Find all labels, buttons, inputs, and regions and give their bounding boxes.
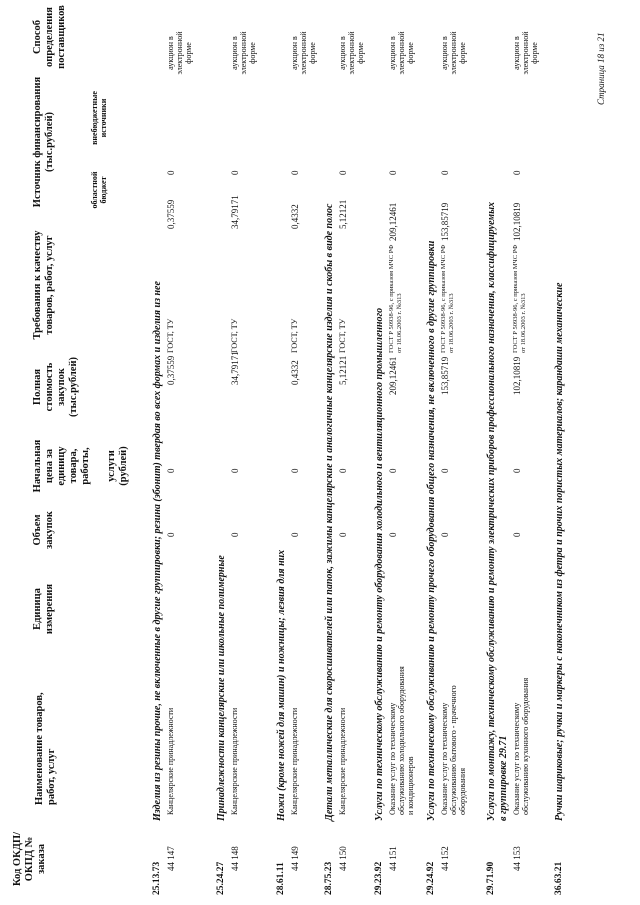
funding-extra: 0 [290,170,300,175]
requirements: ГОСТ Р 50938-96, с приказом МЧС РФ от 18.06.2003 г. №313 [388,244,403,353]
procurement-method: аукцион в электронной форме [290,31,318,75]
header-name: Наименование товаров, работ, услуг [34,692,58,805]
order-number: 44 153 [512,846,522,871]
procurement-method: аукцион в электронной форме [440,31,468,75]
volume: 0 [388,532,398,537]
unit-price: 0 [338,468,348,473]
group-title: Ножи (кроме ножей для машин) и ножницы; лезвия для них [276,549,287,821]
volume: 0 [440,532,450,537]
group-title: Услуги по техническому обслуживанию и ремонту оборудования холодильного и вентиляционного промышленного [374,307,385,821]
requirements: ГОСТ Р 50938-96, с приказом МЧС РФ от 18.06.2003 г. №313 [440,244,455,353]
header-unit: Единица измерения [32,583,56,635]
header-code: Код ОКДП/ ОКПД № заказа [12,831,48,887]
procurement-method: аукцион в электронной форме [338,31,366,75]
header-funding-regional: областной бюджет [90,171,109,209]
funding-extra: 0 [512,170,522,175]
group-code: 28.75.23 [324,861,334,895]
volume: 0 [230,532,240,537]
funding-extra: 0 [388,170,398,175]
procurement-method: аукцион в электронной форме [166,31,194,75]
unit-price: 0 [512,468,522,473]
funding-extra: 0 [230,170,240,175]
requirements: ГОСТ Р 50938-96, с приказом МЧС РФ от 18.06.2003 г. №313 [512,244,527,353]
funding-regional: 0,4332 [290,204,300,229]
funding-regional: 209,12461 [388,202,398,241]
group-code: 36.63.21 [554,861,564,895]
header-funding: Источник финансирования (тыс.рублей) [32,76,56,208]
total-cost: 102,10819 [512,356,522,395]
group-title: Принадлежности канцелярские или школьные полимерные [216,555,227,821]
procurement-method: аукцион в электронной форме [512,31,540,75]
group-code: 25.13.73 [152,861,162,895]
order-number: 44 151 [388,846,398,871]
requirements: ГОСТ, ТУ [230,318,239,353]
item-name: Оказание услуг по техническому обслуживанию бытового - прачечного оборудования [440,685,468,815]
total-cost: 34,79171 [230,351,240,385]
header-start-price: Начальная цена за единицу товара, работы, [32,439,92,493]
order-number: 44 149 [290,846,300,871]
total-cost: 153,85719 [440,356,450,395]
header-volume: Объем закупок [32,511,56,549]
item-name: Канцелярские принадлежности [290,707,299,815]
group-title: Услуги по монтажу, техническому обслуживанию и ремонту электрических приборов профессионального назначения, классифицируемых [486,201,497,821]
item-name: Оказание услуг по техническому обслуживанию холодильного оборудования и кондиционеров [388,666,416,815]
unit-price: 0 [440,468,450,473]
funding-extra: 0 [440,170,450,175]
header-start-price-unit: услуги (рублей) [106,446,130,486]
funding-extra: 0 [338,170,348,175]
group-title: Услуги по техническому обслуживанию и ремонту прочего оборудования общего назначения, не включенного в другие группировки [426,240,437,821]
item-name: Оказание услуг по техническому обслуживанию кухонного оборудования [512,677,531,815]
group-code: 25.24.27 [216,861,226,895]
requirements: ГОСТ, ТУ [166,318,175,353]
procurement-method: аукцион в электронной форме [388,31,416,75]
total-cost: 209,12461 [388,356,398,395]
group-code: 29.71.90 [486,861,496,895]
funding-regional: 102,10819 [512,202,522,241]
group-title: Ручки шариковые; ручки и маркеры с наконечником из фетра и прочих пористых материалов; карандаши механические [554,282,565,821]
group-title-continued: в группировке 29.71 [498,735,509,821]
order-number: 44 150 [338,846,348,871]
volume: 0 [290,532,300,537]
group-code: 29.24.92 [426,861,436,895]
group-title: Изделия из резины прочие, не включенные в другие группировки; резина (эбонит) твердая во всех формах и изделия из нее [152,281,163,821]
group-code: 29.23.92 [374,861,384,895]
total-cost: 5,12121 [338,355,348,385]
header-requirements: Требования к качеству товаров, работ, услуг [32,230,56,340]
header-funding-extra: внебюджетные источники [90,91,109,145]
procurement-method: аукцион в электронной форме [230,31,258,75]
header-total-cost: Полная стоимость закупок (тыс.рублей) [32,356,80,418]
requirements: ГОСТ, ТУ [290,318,299,353]
item-name: Канцелярские принадлежности [338,707,347,815]
total-cost: 0,37559 [166,355,176,385]
page-number: Страница 18 из 21 [596,32,606,105]
funding-regional: 34,79171 [230,195,240,229]
funding-regional: 5,12121 [338,199,348,229]
funding-regional: 153,85719 [440,202,450,241]
funding-regional: 0,37559 [166,199,176,229]
group-title: Детали металлические для скоросшивателей или папок, зажимы канцелярские и аналогичные канцелярские изделия и скобы в виде полос [324,203,335,821]
order-number: 44 147 [166,846,176,871]
item-name: Канцелярские принадлежности [230,707,239,815]
unit-price: 0 [230,468,240,473]
order-number: 44 152 [440,846,450,871]
requirements: ГОСТ, ТУ [338,318,347,353]
volume: 0 [166,532,176,537]
order-number: 44 148 [230,846,240,871]
unit-price: 0 [290,468,300,473]
unit-price: 0 [166,468,176,473]
header-method: Способ определения поставщиков [32,5,68,69]
volume: 0 [338,532,348,537]
unit-price: 0 [388,468,398,473]
funding-extra: 0 [166,170,176,175]
volume: 0 [512,532,522,537]
total-cost: 0,4332 [290,360,300,385]
item-name: Канцелярские принадлежности [166,707,175,815]
group-code: 28.61.11 [276,862,286,895]
